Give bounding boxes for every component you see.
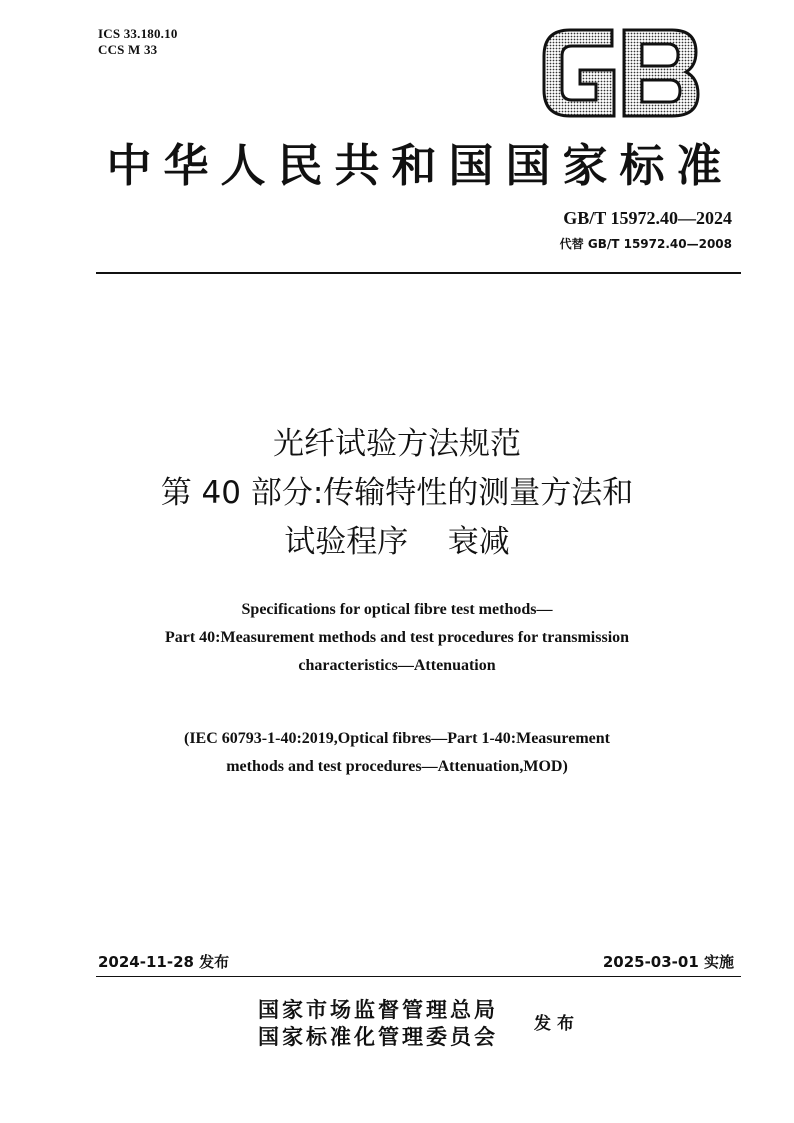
english-title bbox=[60, 596, 734, 680]
standard-number: GB/T 15972.40—2024 bbox=[563, 208, 732, 228]
footer-divider bbox=[96, 976, 741, 977]
iec-reference-line-2: methods and test procedures—Attenuation,MOD) bbox=[226, 758, 568, 775]
publish-label: 发布 bbox=[534, 1014, 580, 1034]
issue-date: 2024-11-28 发布 bbox=[98, 953, 230, 971]
gb-logo-text: GB bbox=[540, 26, 542, 27]
chinese-title-line-3: 试验程序 衰减 bbox=[284, 524, 510, 560]
ccs-code: CCS M 33 bbox=[98, 42, 158, 57]
header-divider bbox=[96, 272, 741, 274]
replaced-standard: 代替 GB/T 15972.40—2008 bbox=[559, 237, 732, 251]
issuer-samr: 国家市场监督管理总局 bbox=[258, 997, 498, 1022]
english-title-line-2: Part 40:Measurement methods and test procedures for transmission bbox=[164, 629, 630, 646]
ics-code: ICS 33.180.10 bbox=[98, 26, 178, 41]
english-title-line-3: characteristics—Attenuation bbox=[298, 657, 496, 674]
classification-codes bbox=[98, 26, 178, 58]
gb-logo bbox=[540, 26, 700, 120]
english-title-line-1: Specifications for optical fibre test methods— bbox=[241, 601, 553, 618]
iec-reference bbox=[60, 725, 734, 781]
chinese-title-line-1: 光纤试验方法规范 bbox=[273, 426, 521, 462]
implementation-date: 2025-03-01 实施 bbox=[602, 953, 734, 971]
iec-reference-line-1: (IEC 60793-1-40:2019,Optical fibres—Part 1-40:Measurement bbox=[184, 730, 610, 747]
issuing-organizations bbox=[258, 996, 498, 1050]
chinese-title bbox=[60, 420, 734, 567]
issuer-sac: 国家标准化管理委员会 bbox=[258, 1024, 498, 1049]
national-standard-title: 中华人民共和国国家标准 bbox=[106, 139, 734, 192]
chinese-title-line-2: 第 40 部分:传输特性的测量方法和 bbox=[160, 475, 634, 511]
